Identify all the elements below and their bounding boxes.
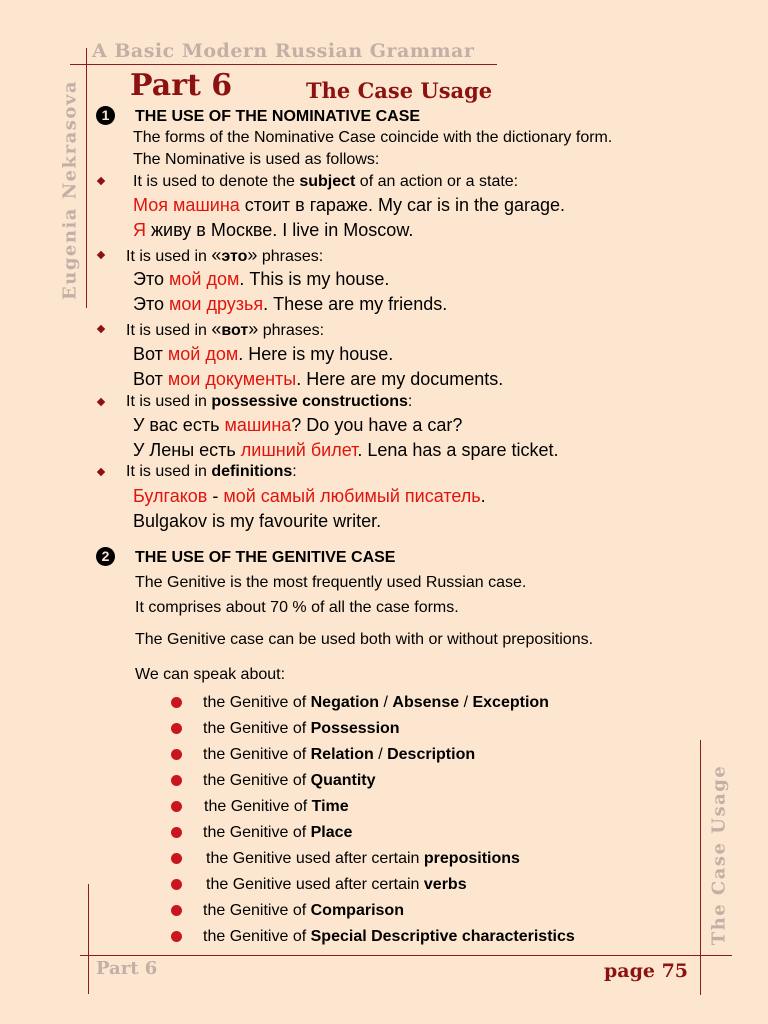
author-name-text: Eugenia Nekrasova [59,80,81,300]
eto-rule: It is used in «это» phrases: [126,245,324,265]
definitions-example-1: Булгаков - мой самый любимый писатель. [133,486,486,506]
definitions-rule: It is used in definitions: [126,463,297,480]
section-1-number: 1 [96,106,115,125]
diamond-bullet-icon [97,251,105,259]
bullet-dot-icon [171,905,182,916]
section-2-number: 2 [96,547,115,566]
bullet-dot-icon [171,697,182,708]
list-item: the Genitive of Possession [203,720,400,737]
genitive-paragraph-4: We can speak about: [135,666,286,683]
bullet-dot-icon [171,775,182,786]
genitive-paragraph-1: The Genitive is the most frequently used Russian case. [135,574,527,591]
subject-example-2: Я живу в Москве. I live in Moscow. [133,220,414,240]
eto-example-2: Это мои друзья. These are my friends. [133,294,448,314]
list-item: the Genitive used after certain verbs [206,876,467,893]
subject-example-1: Моя машина стоит в гараже. My car is in the garage. [133,195,566,215]
footer-part-label: Part 6 [96,958,158,979]
author-name [55,70,85,310]
page-number: page 75 [604,960,689,982]
topic-title: The Case Usage [306,78,493,103]
definitions-example-2: Bulgakov is my favourite writer. [133,511,382,531]
footer-rule [80,955,732,956]
vot-rule: It is used in «вот» phrases: [126,319,325,339]
list-item: the Genitive of Quantity [203,772,376,789]
list-item: the Genitive used after certain prepositions [206,850,520,867]
diamond-bullet-icon [97,468,105,476]
vot-example-1: Вот мой дом. Here is my house. [133,344,394,364]
part-title: Part 6 [130,68,233,103]
bullet-dot-icon [171,723,182,734]
list-item: the Genitive of Comparison [203,902,404,919]
book-title: A Basic Modern Russian Grammar [92,40,475,62]
bullet-dot-icon [171,931,182,942]
subject-rule: It is used to denote the subject of an action or a state: [133,173,519,190]
nominative-intro-1: The forms of the Nominative Case coincide with the dictionary form. [133,129,613,146]
bullet-dot-icon [171,749,182,760]
left-vertical-rule [86,48,87,308]
nominative-intro-2: The Nominative is used as follows: [133,151,380,168]
diamond-bullet-icon [97,325,105,333]
footer-left-vertical-rule [88,884,89,994]
side-label [704,760,734,950]
bullet-dot-icon [171,801,182,812]
possessive-rule: It is used in possessive constructions: [126,393,413,410]
genitive-paragraph-3: The Genitive case can be used both with or without prepositions. [135,631,594,648]
list-item: the Genitive of Special Descriptive characteristics [203,928,575,945]
header-rule [70,64,497,65]
possessive-example-1: У вас есть машина? Do you have a car? [133,415,463,435]
eto-example-1: Это мой дом. This is my house. [133,269,390,289]
diamond-bullet-icon [97,177,105,185]
bullet-dot-icon [171,853,182,864]
right-vertical-rule [700,740,701,995]
list-item: the Genitive of Negation / Absense / Exception [203,694,549,711]
bullet-dot-icon [171,879,182,890]
list-item: the Genitive of Place [203,824,353,841]
list-item: the Genitive of Relation / Description [203,746,476,763]
diamond-bullet-icon [97,398,105,406]
genitive-paragraph-2: It comprises about 70 % of all the case forms. [135,599,459,616]
nominative-heading: THE USE OF THE NOMINATIVE CASE [135,108,421,125]
bullet-dot-icon [171,827,182,838]
vot-example-2: Вот мои документы. Here are my documents. [133,369,504,389]
genitive-heading: THE USE OF THE GENITIVE CASE [135,549,396,566]
side-label-text: The Case Usage [708,764,730,946]
list-item: the Genitive of Time [204,798,349,815]
possessive-example-2: У Лены есть лишний билет. Lena has a spare ticket. [133,440,559,460]
